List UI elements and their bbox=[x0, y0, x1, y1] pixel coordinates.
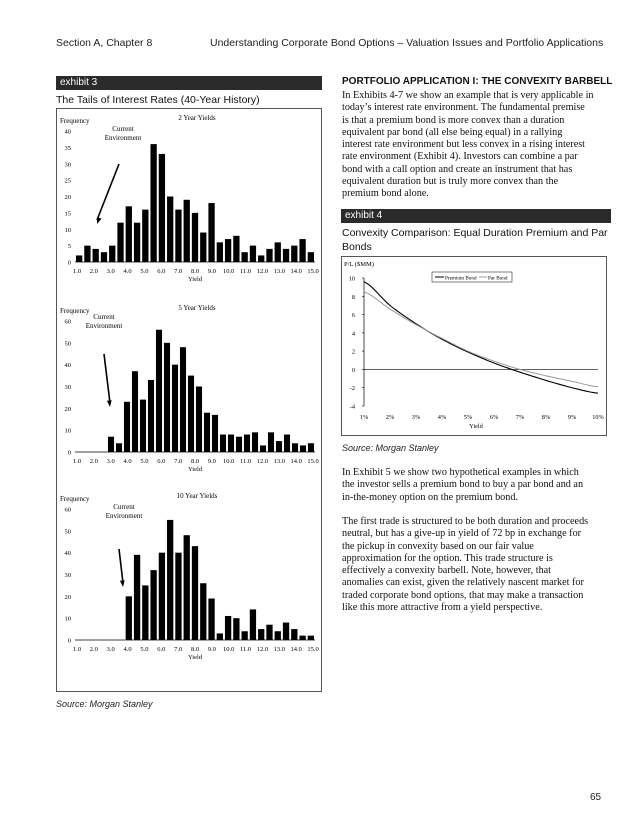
hist-ytick-label: 40 bbox=[64, 362, 71, 370]
hist-bar bbox=[124, 402, 130, 452]
hist-xtick-label: 6.0 bbox=[157, 268, 166, 275]
hist-annotation-line1: Current bbox=[113, 503, 135, 511]
hist-bar bbox=[134, 555, 140, 640]
para1-line: interest rate environment but less convex in a rising interest bbox=[342, 139, 586, 151]
para3-line: The first trade is structured to be both duration and proceeds bbox=[342, 516, 589, 527]
hist-ylabel: Frequency bbox=[60, 495, 90, 503]
hist-bar bbox=[225, 239, 231, 262]
line-ytick-label: 8 bbox=[351, 293, 355, 301]
hist-xlabel: Yield bbox=[187, 466, 203, 473]
hist-bar bbox=[258, 255, 264, 262]
legend-label-premium: Premium Bond bbox=[445, 275, 477, 282]
hist-xlabel: Yield bbox=[187, 654, 203, 661]
hist-ytick-label: 10 bbox=[64, 226, 71, 234]
hist-ylabel: Frequency bbox=[60, 307, 90, 315]
hist-bar bbox=[126, 206, 132, 262]
histogram-panel-2 bbox=[60, 304, 319, 473]
hist-annotation-line2: Environment bbox=[85, 322, 123, 330]
hist-bar bbox=[244, 435, 250, 452]
hist-bar bbox=[308, 636, 314, 640]
hist-xtick-label: 7.0 bbox=[174, 458, 183, 465]
hist-xtick-label: 5.0 bbox=[140, 268, 149, 275]
hist-ytick-label: 10 bbox=[64, 427, 71, 435]
hist-annotation-line1: Current bbox=[112, 125, 134, 133]
hist-bar bbox=[242, 252, 248, 262]
hist-bar bbox=[260, 445, 266, 452]
line-xtick-label: 6% bbox=[489, 414, 499, 421]
exhibit3-frame bbox=[56, 108, 322, 692]
hist-bar bbox=[268, 432, 274, 452]
line-xtick-label: 8% bbox=[541, 414, 551, 421]
hist-arrow-head bbox=[107, 400, 112, 407]
hist-xtick-label: 11.0 bbox=[240, 646, 252, 653]
hist-bar bbox=[192, 213, 198, 262]
hist-bar bbox=[220, 435, 226, 452]
hist-ytick-label: 20 bbox=[64, 593, 71, 601]
para1-line: In Exhibits 4-7 we show an example that is very applicable in bbox=[342, 90, 594, 101]
para3-line: traded corporate bond options, that may make a transaction bbox=[342, 589, 584, 601]
line-ytick-label: 6 bbox=[351, 312, 355, 320]
hist-arrow-head bbox=[97, 217, 102, 224]
page-number: 65 bbox=[590, 792, 602, 803]
hist-xtick-label: 6.0 bbox=[157, 458, 166, 465]
hist-bar bbox=[228, 435, 234, 452]
header-section: Section A, Chapter 8 bbox=[56, 37, 153, 49]
para1-line: rate environment (Exhibit 4). Investors can combine a par bbox=[342, 151, 578, 163]
exhibit3-label: exhibit 3 bbox=[56, 76, 322, 90]
para1-line: premium bond alone. bbox=[342, 188, 429, 200]
hist-bar bbox=[116, 443, 122, 452]
hist-xtick-label: 4.0 bbox=[123, 646, 132, 653]
exhibit4-title-line1: Convexity Comparison: Equal Duration Premium and Par bbox=[342, 227, 608, 239]
hist-ytick-label: 40 bbox=[64, 128, 71, 136]
hist-ytick-label: 15 bbox=[64, 210, 71, 218]
hist-bar bbox=[208, 203, 214, 262]
hist-ytick-label: 40 bbox=[64, 550, 71, 558]
line-xtick-label: 4% bbox=[437, 414, 447, 421]
hist-xtick-label: 3.0 bbox=[106, 646, 115, 653]
hist-bar bbox=[134, 223, 140, 262]
hist-xtick-label: 14.0 bbox=[290, 458, 302, 465]
hist-bar bbox=[148, 380, 154, 452]
hist-bar bbox=[126, 596, 132, 640]
hist-bar bbox=[292, 443, 298, 452]
hist-xtick-label: 12.0 bbox=[256, 458, 269, 465]
line-xtick-label: 7% bbox=[515, 414, 525, 421]
hist-bar bbox=[208, 599, 214, 640]
line-ytick-label: 0 bbox=[351, 366, 355, 374]
hist-bar bbox=[142, 585, 148, 640]
exhibit3-source: Source: Morgan Stanley bbox=[56, 699, 153, 709]
para3-line: approximation for the option. This trade structure is bbox=[342, 552, 553, 564]
hist-arrow-shaft bbox=[104, 354, 110, 403]
hist-bar bbox=[300, 445, 306, 452]
hist-arrow-shaft bbox=[97, 164, 119, 220]
line-ytick-label: -2 bbox=[349, 385, 355, 393]
hist-bar bbox=[250, 246, 256, 262]
hist-xtick-label: 7.0 bbox=[174, 268, 183, 275]
hist-bar bbox=[188, 376, 194, 452]
hist-bar bbox=[275, 631, 281, 640]
line-xtick-label: 10% bbox=[592, 414, 604, 421]
hist-title: 2 Year Yields bbox=[178, 114, 216, 122]
hist-bar bbox=[217, 242, 223, 262]
hist-bar bbox=[291, 629, 297, 640]
hist-bar bbox=[142, 210, 148, 262]
hist-bar bbox=[258, 629, 264, 640]
histogram-charts bbox=[57, 109, 321, 691]
hist-bar bbox=[196, 387, 202, 453]
hist-xtick-label: 5.0 bbox=[140, 458, 149, 465]
hist-bar bbox=[159, 154, 165, 262]
para2-line: the investor sells a premium bond to buy a par bond and an bbox=[342, 479, 584, 491]
hist-annotation-line2: Environment bbox=[104, 134, 142, 142]
para2-line: In Exhibit 5 we show two hypothetical examples in which bbox=[342, 467, 579, 478]
hist-xtick-label: 11.0 bbox=[240, 268, 252, 275]
para3-line: neutral, but has a give-up in yield of 72 bp in exchange for bbox=[342, 528, 582, 540]
hist-arrow-shaft bbox=[119, 549, 123, 583]
portfolio-para1 bbox=[342, 90, 612, 201]
hist-ytick-label: 0 bbox=[67, 259, 71, 267]
hist-bar bbox=[101, 252, 107, 262]
hist-xtick-label: 3.0 bbox=[106, 268, 115, 275]
hist-xtick-label: 12.0 bbox=[256, 268, 269, 275]
para3-line: like this more attractive from a yield perspective. bbox=[342, 602, 543, 614]
hist-ytick-label: 20 bbox=[64, 194, 71, 201]
hist-bar bbox=[167, 197, 173, 263]
para3-line: the pickup in convexity based on our fair value bbox=[342, 540, 534, 552]
hist-bar bbox=[252, 432, 258, 452]
hist-bar bbox=[76, 255, 82, 262]
line-ytick-label: 4 bbox=[351, 330, 355, 338]
exhibit4-label: exhibit 4 bbox=[341, 209, 611, 223]
hist-xtick-label: 14.0 bbox=[290, 268, 302, 275]
line-xtick-label: 3% bbox=[411, 414, 421, 421]
hist-xtick-label: 8.0 bbox=[190, 458, 200, 465]
header-title: Understanding Corporate Bond Options – Valuation Issues and Portfolio Applications bbox=[210, 37, 604, 49]
legend-label-par: Par Bond bbox=[488, 275, 508, 282]
line-ytick-label: 2 bbox=[351, 348, 355, 356]
hist-xtick-label: 5.0 bbox=[140, 646, 149, 653]
exhibit3-title: The Tails of Interest Rates (40-Year History) bbox=[56, 94, 260, 106]
hist-arrow-head bbox=[120, 580, 125, 587]
histogram-panel-1 bbox=[60, 114, 319, 283]
hist-bar bbox=[167, 520, 173, 640]
hist-ytick-label: 50 bbox=[64, 340, 71, 348]
hist-bar bbox=[283, 249, 289, 262]
hist-xtick-label: 9.0 bbox=[207, 268, 216, 275]
portfolio-para3 bbox=[342, 516, 612, 614]
hist-bar bbox=[200, 233, 206, 262]
hist-bar bbox=[308, 443, 314, 452]
hist-xtick-label: 7.0 bbox=[174, 646, 183, 653]
hist-bar bbox=[291, 246, 297, 262]
hist-bar bbox=[108, 437, 114, 452]
hist-xtick-label: 4.0 bbox=[123, 458, 132, 465]
hist-title: 10 Year Yields bbox=[176, 492, 218, 500]
hist-xtick-label: 12.0 bbox=[256, 646, 269, 653]
hist-bar bbox=[204, 413, 210, 452]
hist-xtick-label: 1.0 bbox=[72, 458, 82, 465]
hist-bar bbox=[266, 625, 272, 640]
hist-ytick-label: 20 bbox=[64, 405, 71, 413]
hist-xtick-label: 10.0 bbox=[223, 268, 235, 275]
exhibit4-frame bbox=[341, 256, 607, 436]
hist-xlabel: Yield bbox=[187, 276, 203, 283]
hist-bar bbox=[156, 330, 162, 452]
hist-xtick-label: 14.0 bbox=[290, 646, 302, 653]
hist-bar bbox=[150, 144, 156, 262]
hist-bar bbox=[275, 242, 281, 262]
hist-xtick-label: 13.0 bbox=[273, 458, 285, 465]
hist-xtick-label: 6.0 bbox=[157, 646, 166, 653]
hist-bar bbox=[233, 618, 239, 640]
hist-bar bbox=[84, 246, 90, 262]
hist-xtick-label: 2.0 bbox=[89, 268, 98, 275]
hist-bar bbox=[308, 252, 314, 262]
hist-xtick-label: 3.0 bbox=[106, 458, 115, 465]
hist-bar bbox=[180, 347, 186, 452]
line-xtick-label: 5% bbox=[463, 414, 473, 421]
hist-bar bbox=[184, 535, 190, 640]
hist-xtick-label: 9.0 bbox=[207, 646, 216, 653]
hist-bar bbox=[175, 210, 181, 262]
exhibit4-source: Source: Morgan Stanley bbox=[342, 443, 439, 453]
hist-bar bbox=[93, 249, 99, 262]
hist-xtick-label: 9.0 bbox=[207, 458, 216, 465]
hist-xtick-label: 15.0 bbox=[307, 646, 319, 653]
hist-ytick-label: 0 bbox=[67, 637, 71, 645]
hist-ylabel: Frequency bbox=[60, 117, 90, 125]
hist-xtick-label: 15.0 bbox=[307, 268, 319, 275]
hist-ytick-label: 25 bbox=[64, 177, 71, 185]
exhibit4-title-line2: Bonds bbox=[342, 241, 372, 253]
hist-bar bbox=[117, 223, 123, 262]
hist-bar bbox=[233, 236, 239, 262]
hist-bar bbox=[284, 435, 290, 452]
hist-bar bbox=[164, 343, 170, 452]
hist-xtick-label: 15.0 bbox=[307, 458, 319, 465]
hist-bar bbox=[225, 616, 231, 640]
hist-ytick-label: 30 bbox=[64, 161, 71, 169]
hist-bar bbox=[192, 546, 198, 640]
hist-xtick-label: 10.0 bbox=[223, 458, 235, 465]
line-xtick-label: 1% bbox=[359, 414, 369, 421]
hist-bar bbox=[242, 631, 248, 640]
para1-line: today’s interest rate environment. The fundamental premise bbox=[342, 102, 585, 114]
portfolio-title: PORTFOLIO APPLICATION I: THE CONVEXITY BARBELL bbox=[342, 76, 613, 87]
hist-ytick-label: 35 bbox=[64, 144, 71, 152]
line-ytick-label: -4 bbox=[349, 403, 355, 411]
para2-line: in-the-money option on the premium bond. bbox=[342, 491, 518, 503]
line-xtick-label: 2% bbox=[385, 414, 395, 421]
hist-xtick-label: 2.0 bbox=[89, 458, 98, 465]
hist-bar bbox=[283, 623, 289, 640]
hist-bar bbox=[236, 437, 242, 452]
hist-ytick-label: 30 bbox=[64, 384, 71, 391]
hist-ytick-label: 5 bbox=[67, 243, 71, 251]
para3-line: effectively a convexity barbell. Note, however, that bbox=[342, 565, 552, 577]
hist-bar bbox=[212, 415, 218, 452]
hist-xtick-label: 8.0 bbox=[190, 268, 200, 275]
hist-ytick-label: 0 bbox=[67, 449, 71, 457]
hist-xtick-label: 8.0 bbox=[190, 646, 200, 653]
hist-bar bbox=[159, 553, 165, 640]
hist-bar bbox=[299, 239, 305, 262]
para1-line: is that a premium bond is more convex than a duration bbox=[342, 114, 565, 126]
hist-bar bbox=[217, 633, 223, 640]
line-ytick-label: 10 bbox=[348, 275, 355, 283]
hist-bar bbox=[132, 371, 138, 452]
line-ylabel: P/L ($MM) bbox=[344, 261, 374, 268]
hist-bar bbox=[200, 583, 206, 640]
hist-annotation-line2: Environment bbox=[105, 512, 143, 520]
hist-bar bbox=[299, 636, 305, 640]
hist-xtick-label: 1.0 bbox=[72, 268, 82, 275]
hist-xtick-label: 11.0 bbox=[240, 458, 252, 465]
hist-bar bbox=[276, 441, 282, 452]
para3-line: anomalies can exist, given the relatively nascent market for bbox=[342, 577, 584, 589]
hist-ytick-label: 10 bbox=[64, 615, 71, 623]
hist-xtick-label: 1.0 bbox=[72, 646, 82, 653]
portfolio-para2 bbox=[342, 467, 612, 504]
hist-xtick-label: 13.0 bbox=[273, 268, 285, 275]
para1-line: equivalent par bond (all else being equal) in a rallying bbox=[342, 126, 563, 138]
hist-ytick-label: 60 bbox=[64, 506, 71, 514]
hist-bar bbox=[109, 246, 115, 262]
line-series-premium bbox=[364, 282, 598, 394]
hist-xtick-label: 13.0 bbox=[273, 646, 285, 653]
hist-bar bbox=[175, 553, 181, 640]
hist-xtick-label: 2.0 bbox=[89, 646, 98, 653]
hist-xtick-label: 4.0 bbox=[123, 268, 132, 275]
histogram-panel-3 bbox=[60, 492, 319, 661]
line-xtick-label: 9% bbox=[567, 414, 577, 421]
hist-title: 5 Year Yields bbox=[178, 304, 216, 312]
convexity-chart bbox=[342, 257, 606, 435]
hist-xtick-label: 10.0 bbox=[223, 646, 235, 653]
line-series-par bbox=[364, 292, 598, 387]
hist-bar bbox=[250, 609, 256, 640]
hist-ytick-label: 50 bbox=[64, 528, 71, 536]
hist-ytick-label: 30 bbox=[64, 572, 71, 579]
para1-line: bond with a call option and create an instrument that has bbox=[342, 163, 573, 175]
hist-bar bbox=[184, 200, 190, 262]
line-xlabel: Yield bbox=[469, 423, 483, 430]
para1-line: equivalent duration but is truly more convex than the bbox=[342, 176, 559, 188]
hist-bar bbox=[172, 365, 178, 452]
hist-ytick-label: 60 bbox=[64, 318, 71, 326]
hist-bar bbox=[266, 249, 272, 262]
hist-annotation-line1: Current bbox=[93, 313, 115, 321]
hist-bar bbox=[140, 400, 146, 452]
hist-bar bbox=[150, 570, 156, 640]
